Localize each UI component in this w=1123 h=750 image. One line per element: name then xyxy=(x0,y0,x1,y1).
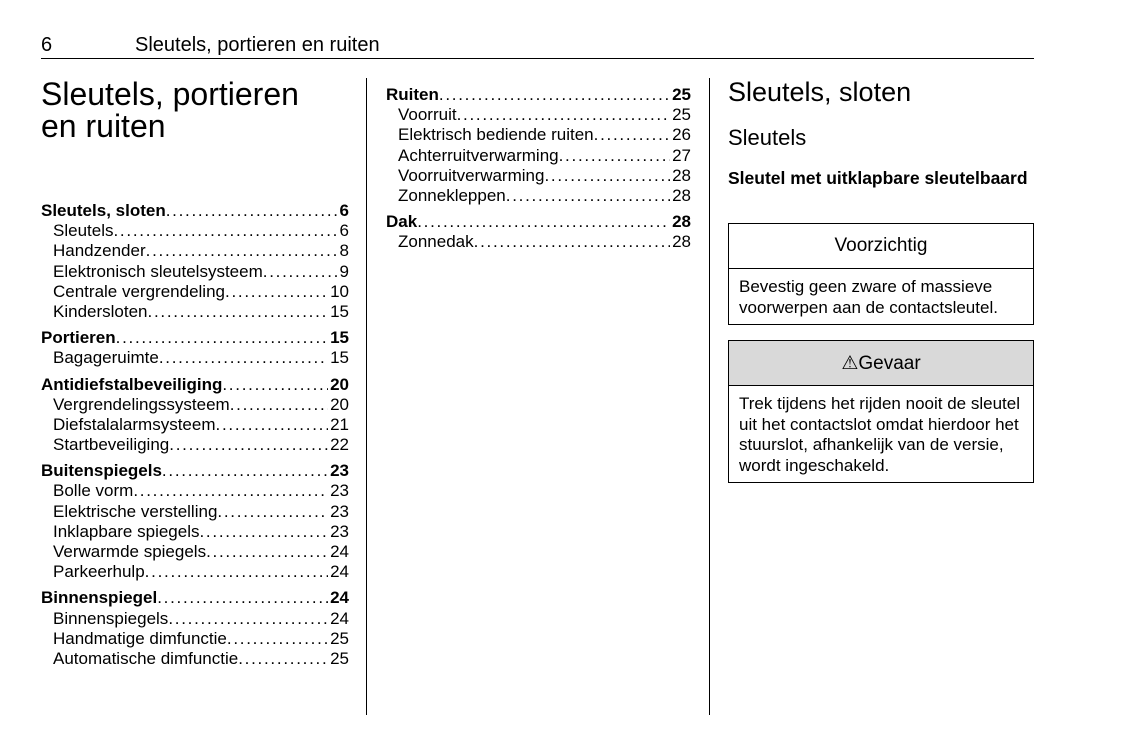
toc-entry xyxy=(386,125,691,145)
danger-heading-label: Gevaar xyxy=(858,353,921,374)
subsection-title: Sleutels xyxy=(728,125,807,150)
table-of-contents-column-1 xyxy=(41,201,349,669)
toc-entry xyxy=(41,629,349,649)
toc-entry-label: Elektronisch sleutelsysteem xyxy=(53,261,263,281)
toc-entry-page: 28 xyxy=(672,165,691,185)
toc-dot-leader xyxy=(457,105,670,125)
toc-entry-page: 23 xyxy=(330,461,349,481)
page-header xyxy=(41,32,1034,59)
toc-dot-leader xyxy=(169,435,328,455)
toc-entry xyxy=(41,435,349,455)
toc-dot-leader xyxy=(217,502,328,522)
toc-entry xyxy=(386,146,691,166)
toc-entry-label: Verwarmde spiegels xyxy=(53,542,207,561)
toc-dot-leader xyxy=(159,348,328,368)
section-title: Sleutels, sloten xyxy=(728,77,912,107)
toc-entry-label: Elektrische verstelling xyxy=(53,501,218,521)
caution-text: Bevestig geen zware of massieve voorwerpen aan de contactsleutel. xyxy=(729,268,1033,324)
toc-dot-leader xyxy=(206,542,328,562)
toc-entry-label: Voorruitverwarming xyxy=(398,165,545,185)
toc-dot-leader xyxy=(145,562,328,582)
toc-entry-page: 25 xyxy=(330,648,349,668)
toc-dot-leader xyxy=(133,481,328,501)
toc-entry xyxy=(386,186,691,206)
toc-entry xyxy=(41,348,349,368)
toc-entry-page: 23 xyxy=(330,501,349,521)
toc-dot-leader xyxy=(559,146,670,166)
toc-entry-page: 6 xyxy=(339,201,349,220)
danger-heading xyxy=(729,341,1033,385)
toc-dot-leader xyxy=(116,328,328,348)
toc-entry xyxy=(41,262,349,282)
toc-dot-leader xyxy=(439,85,670,105)
toc-dot-leader xyxy=(166,201,338,221)
toc-entry-label: Inklapbare spiegels xyxy=(53,521,200,541)
toc-entry-label: Portieren xyxy=(41,328,116,348)
toc-entry xyxy=(41,481,349,501)
toc-entry xyxy=(41,221,349,241)
toc-entry-page: 15 xyxy=(330,328,349,348)
toc-entry-page: 9 xyxy=(339,261,349,281)
toc-dot-leader xyxy=(113,221,337,241)
toc-entry-page: 22 xyxy=(330,435,349,455)
toc-entry xyxy=(41,415,349,435)
caution-heading: Voorzichtig xyxy=(834,235,928,256)
toc-entry-page: 25 xyxy=(330,628,349,648)
toc-entry-label: Buitenspiegels xyxy=(41,461,162,481)
toc-entry-label: Sleutels xyxy=(53,221,114,241)
chapter-title: Sleutels, portieren en ruiten xyxy=(41,76,299,144)
toc-entry-label: Achterruitverwarming xyxy=(398,145,559,165)
column-divider xyxy=(709,78,710,715)
toc-entry-label: Bagageruimte xyxy=(53,348,159,368)
toc-entry-page: 23 xyxy=(330,521,349,541)
toc-section-entry xyxy=(41,461,349,481)
running-title: Sleutels, portieren en ruiten xyxy=(135,34,380,56)
toc-entry xyxy=(41,649,349,669)
toc-entry-page: 21 xyxy=(330,414,349,434)
toc-entry-page: 15 xyxy=(330,348,349,368)
toc-dot-leader xyxy=(216,415,329,435)
toc-entry-page: 27 xyxy=(672,145,691,165)
warning-triangle-icon: ⚠ xyxy=(841,353,859,374)
toc-dot-leader xyxy=(148,302,329,322)
toc-entry-label: Elektrisch bediende ruiten xyxy=(398,125,594,145)
toc-dot-leader xyxy=(199,522,328,542)
toc-entry-label: Automatische dimfunctie xyxy=(53,648,239,668)
toc-dot-leader xyxy=(544,166,670,186)
toc-section-entry xyxy=(41,588,349,608)
toc-entry-page: 10 xyxy=(330,281,349,301)
toc-section-entry xyxy=(41,375,349,395)
toc-entry-label: Bolle vorm xyxy=(53,481,134,501)
table-of-contents-column-2 xyxy=(386,85,691,253)
toc-entry-label: Diefstalalarmsysteem xyxy=(53,414,216,434)
toc-dot-leader xyxy=(162,461,328,481)
toc-entry-page: 24 xyxy=(330,562,349,582)
toc-dot-leader xyxy=(225,282,328,302)
toc-dot-leader xyxy=(168,609,328,629)
danger-box xyxy=(728,340,1034,483)
toc-entry-page: 28 xyxy=(672,232,691,252)
toc-entry-page: 20 xyxy=(330,374,349,394)
toc-entry-page: 15 xyxy=(330,301,349,321)
toc-entry xyxy=(41,241,349,261)
toc-entry-page: 25 xyxy=(672,105,691,125)
toc-dot-leader xyxy=(227,629,328,649)
toc-entry-label: Ruiten xyxy=(386,85,439,104)
toc-entry-page: 24 xyxy=(330,542,349,561)
toc-dot-leader xyxy=(222,375,328,395)
toc-section-entry xyxy=(41,328,349,348)
toc-dot-leader xyxy=(594,125,670,145)
toc-dot-leader xyxy=(263,262,338,282)
toc-entry-label: Startbeveiliging xyxy=(53,435,170,455)
toc-dot-leader xyxy=(238,649,328,669)
toc-dot-leader xyxy=(157,588,328,608)
toc-dot-leader xyxy=(146,241,338,261)
toc-entry xyxy=(41,282,349,302)
toc-entry-label: Binnenspiegels xyxy=(53,608,169,628)
toc-entry xyxy=(41,609,349,629)
toc-entry xyxy=(386,105,691,125)
caution-box xyxy=(728,223,1034,325)
toc-dot-leader xyxy=(474,232,670,252)
danger-text: Trek tijdens het rijden nooit de sleutel uit het contactslot omdat hierdoor het stuurslot, afhankelijk van de versie, wordt ingeschakeld. xyxy=(729,385,1033,482)
toc-section-entry xyxy=(386,85,691,105)
toc-entry-page: 20 xyxy=(330,394,349,414)
toc-entry-page: 26 xyxy=(672,125,691,145)
toc-entry xyxy=(41,502,349,522)
toc-section-entry xyxy=(386,212,691,232)
toc-entry-page: 25 xyxy=(672,85,691,104)
subsubsection-title: Sleutel met uitklapbare sleutelbaard xyxy=(728,168,1028,188)
toc-entry-page: 23 xyxy=(330,481,349,501)
toc-entry-page: 6 xyxy=(339,221,349,241)
toc-entry xyxy=(386,232,691,252)
toc-dot-leader xyxy=(417,212,670,232)
column-divider xyxy=(366,78,367,715)
toc-entry-label: Handzender xyxy=(53,241,146,261)
toc-entry xyxy=(41,395,349,415)
toc-entry-label: Dak xyxy=(386,212,418,232)
toc-entry-label: Handmatige dimfunctie xyxy=(53,628,227,648)
toc-entry-page: 24 xyxy=(330,588,349,608)
toc-entry-label: Zonnekleppen xyxy=(398,185,506,205)
toc-entry-label: Antidiefstalbeveiliging xyxy=(41,374,223,394)
toc-entry-label: Zonnedak xyxy=(398,232,474,252)
toc-entry-label: Centrale vergrendeling xyxy=(53,281,225,301)
toc-entry xyxy=(41,302,349,322)
toc-section-entry xyxy=(41,201,349,221)
toc-entry-page: 28 xyxy=(672,212,691,232)
page-number: 6 xyxy=(41,34,53,56)
toc-entry-page: 8 xyxy=(339,241,349,261)
toc-entry xyxy=(386,166,691,186)
toc-entry-page: 24 xyxy=(330,608,349,628)
toc-dot-leader xyxy=(230,395,328,415)
toc-entry-label: Parkeerhulp xyxy=(53,562,145,582)
toc-entry-label: Voorruit xyxy=(398,105,457,125)
toc-entry xyxy=(41,542,349,562)
toc-entry-page: 28 xyxy=(672,185,691,205)
toc-entry-label: Vergrendelingssysteem xyxy=(53,394,230,414)
toc-entry xyxy=(41,562,349,582)
toc-dot-leader xyxy=(506,186,670,206)
toc-entry xyxy=(41,522,349,542)
toc-entry-label: Kindersloten xyxy=(53,301,148,321)
toc-entry-label: Sleutels, sloten xyxy=(41,201,166,220)
toc-entry-label: Binnenspiegel xyxy=(41,588,158,608)
